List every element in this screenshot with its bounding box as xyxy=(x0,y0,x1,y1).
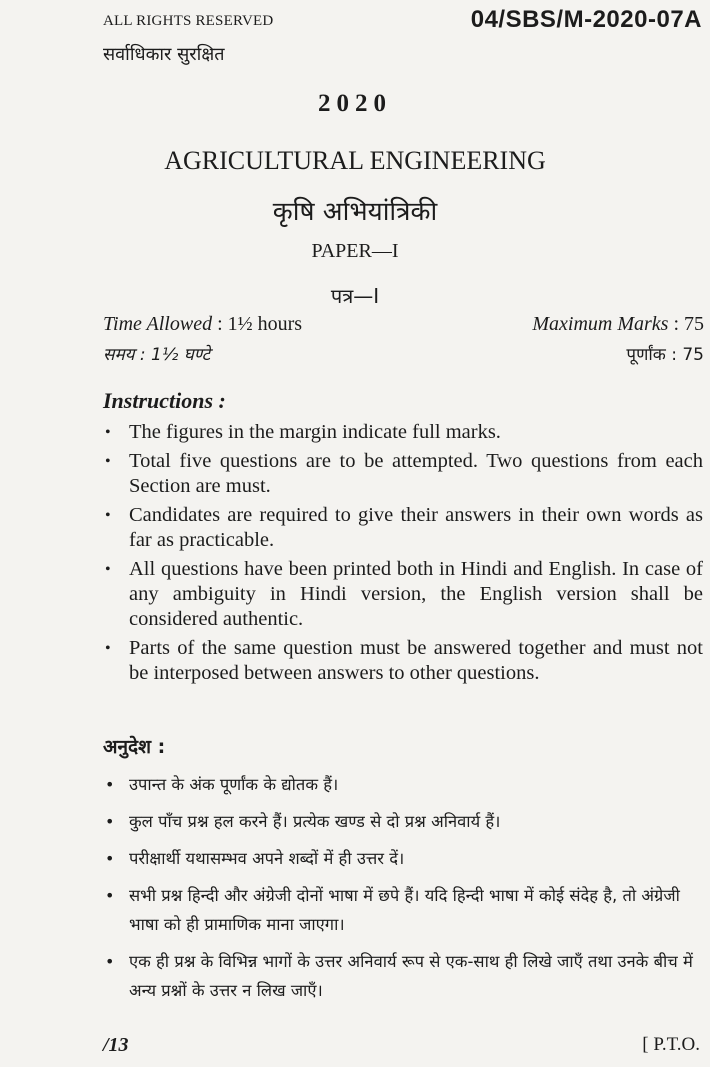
instruction-item: • Parts of the same question must be answered together and must not be interposed between answers to other questions. xyxy=(105,637,703,684)
instruction-item: • All questions have been printed both in Hindi and English. In case of any ambiguity in Hindi version, the English version shall be considered authentic. xyxy=(105,558,703,630)
instructions-list xyxy=(103,420,703,690)
paper-number-hindi: पत्र—I xyxy=(330,284,380,308)
instruction-item-hindi: • उपान्त के अंक पूर्णांक के द्योतक हैं। xyxy=(103,770,703,799)
maximum-marks-label: Maximum Marks xyxy=(532,313,669,335)
subject-title-hindi: कृषि अभियांत्रिकी xyxy=(272,197,438,227)
time-allowed-hindi: समय : 1½ घण्टे xyxy=(103,345,211,365)
bullet-icon: • xyxy=(105,886,115,905)
bullet-icon: • xyxy=(105,640,111,657)
bullet-icon: • xyxy=(105,849,115,868)
maximum-marks-value: : 75 xyxy=(668,313,704,335)
instructions-heading: Instructions : xyxy=(103,388,226,413)
bullet-icon: • xyxy=(105,952,115,971)
subject-title: AGRICULTURAL ENGINEERING xyxy=(164,146,546,175)
please-turn-over: [ P.T.O. xyxy=(642,1034,700,1055)
bullet-icon: • xyxy=(105,424,111,441)
exam-year: 2020 xyxy=(318,90,392,117)
instruction-item: • Total five questions are to be attempted. Two questions from each Section are must. xyxy=(105,450,703,497)
instruction-item-hindi: • कुल पाँच प्रश्न हल करने हैं। प्रत्येक खण्ड से दो प्रश्न अनिवार्य हैं। xyxy=(103,807,703,836)
instruction-item: • The figures in the margin indicate full marks. xyxy=(105,421,501,443)
bullet-icon: • xyxy=(105,812,115,831)
bullet-icon: • xyxy=(105,775,115,794)
bullet-icon: • xyxy=(105,453,111,470)
maximum-marks-hindi: पूर्णांक : 75 xyxy=(626,345,704,365)
instruction-item-hindi: • सभी प्रश्न हिन्दी और अंग्रेजी दोनों भाषा में छपे हैं। यदि हिन्दी भाषा में कोई संदेह है, तो अंग्रेजी भाषा को ही प्रामाणिक माना जाएगा। xyxy=(103,881,703,939)
maximum-marks xyxy=(532,313,704,336)
instruction-item: • Candidates are required to give their answers in their own words as far as practicable. xyxy=(105,504,703,551)
rights-reserved-hindi-text: सर्वाधिकार सुरक्षित xyxy=(103,44,225,65)
paper-number: PAPER—I xyxy=(311,240,399,262)
time-allowed-label: Time Allowed xyxy=(103,313,213,335)
paper-code: 04/SBS/M-2020-07A xyxy=(470,6,702,33)
instructions-list-hindi xyxy=(103,770,703,1013)
instruction-item-hindi: • एक ही प्रश्न के विभिन्न भागों के उत्तर अनिवार्य रूप से एक-साथ ही लिखे जाएँ तथा उनके बीच में अन्य प्रश्नों के उत्तर न लिख जाएँ। xyxy=(103,947,703,1005)
time-allowed-value: : 1½ hours xyxy=(212,313,303,335)
page-code: /13 xyxy=(103,1034,129,1056)
instructions-heading-hindi: अनुदेश : xyxy=(103,736,166,758)
time-allowed xyxy=(103,313,302,336)
instruction-item-hindi: • परीक्षार्थी यथासम्भव अपने शब्दों में ही उत्तर दें। xyxy=(103,844,703,873)
rights-reserved-text: ALL RIGHTS RESERVED xyxy=(103,13,274,29)
bullet-icon: • xyxy=(105,561,111,578)
bullet-icon: • xyxy=(105,507,111,524)
